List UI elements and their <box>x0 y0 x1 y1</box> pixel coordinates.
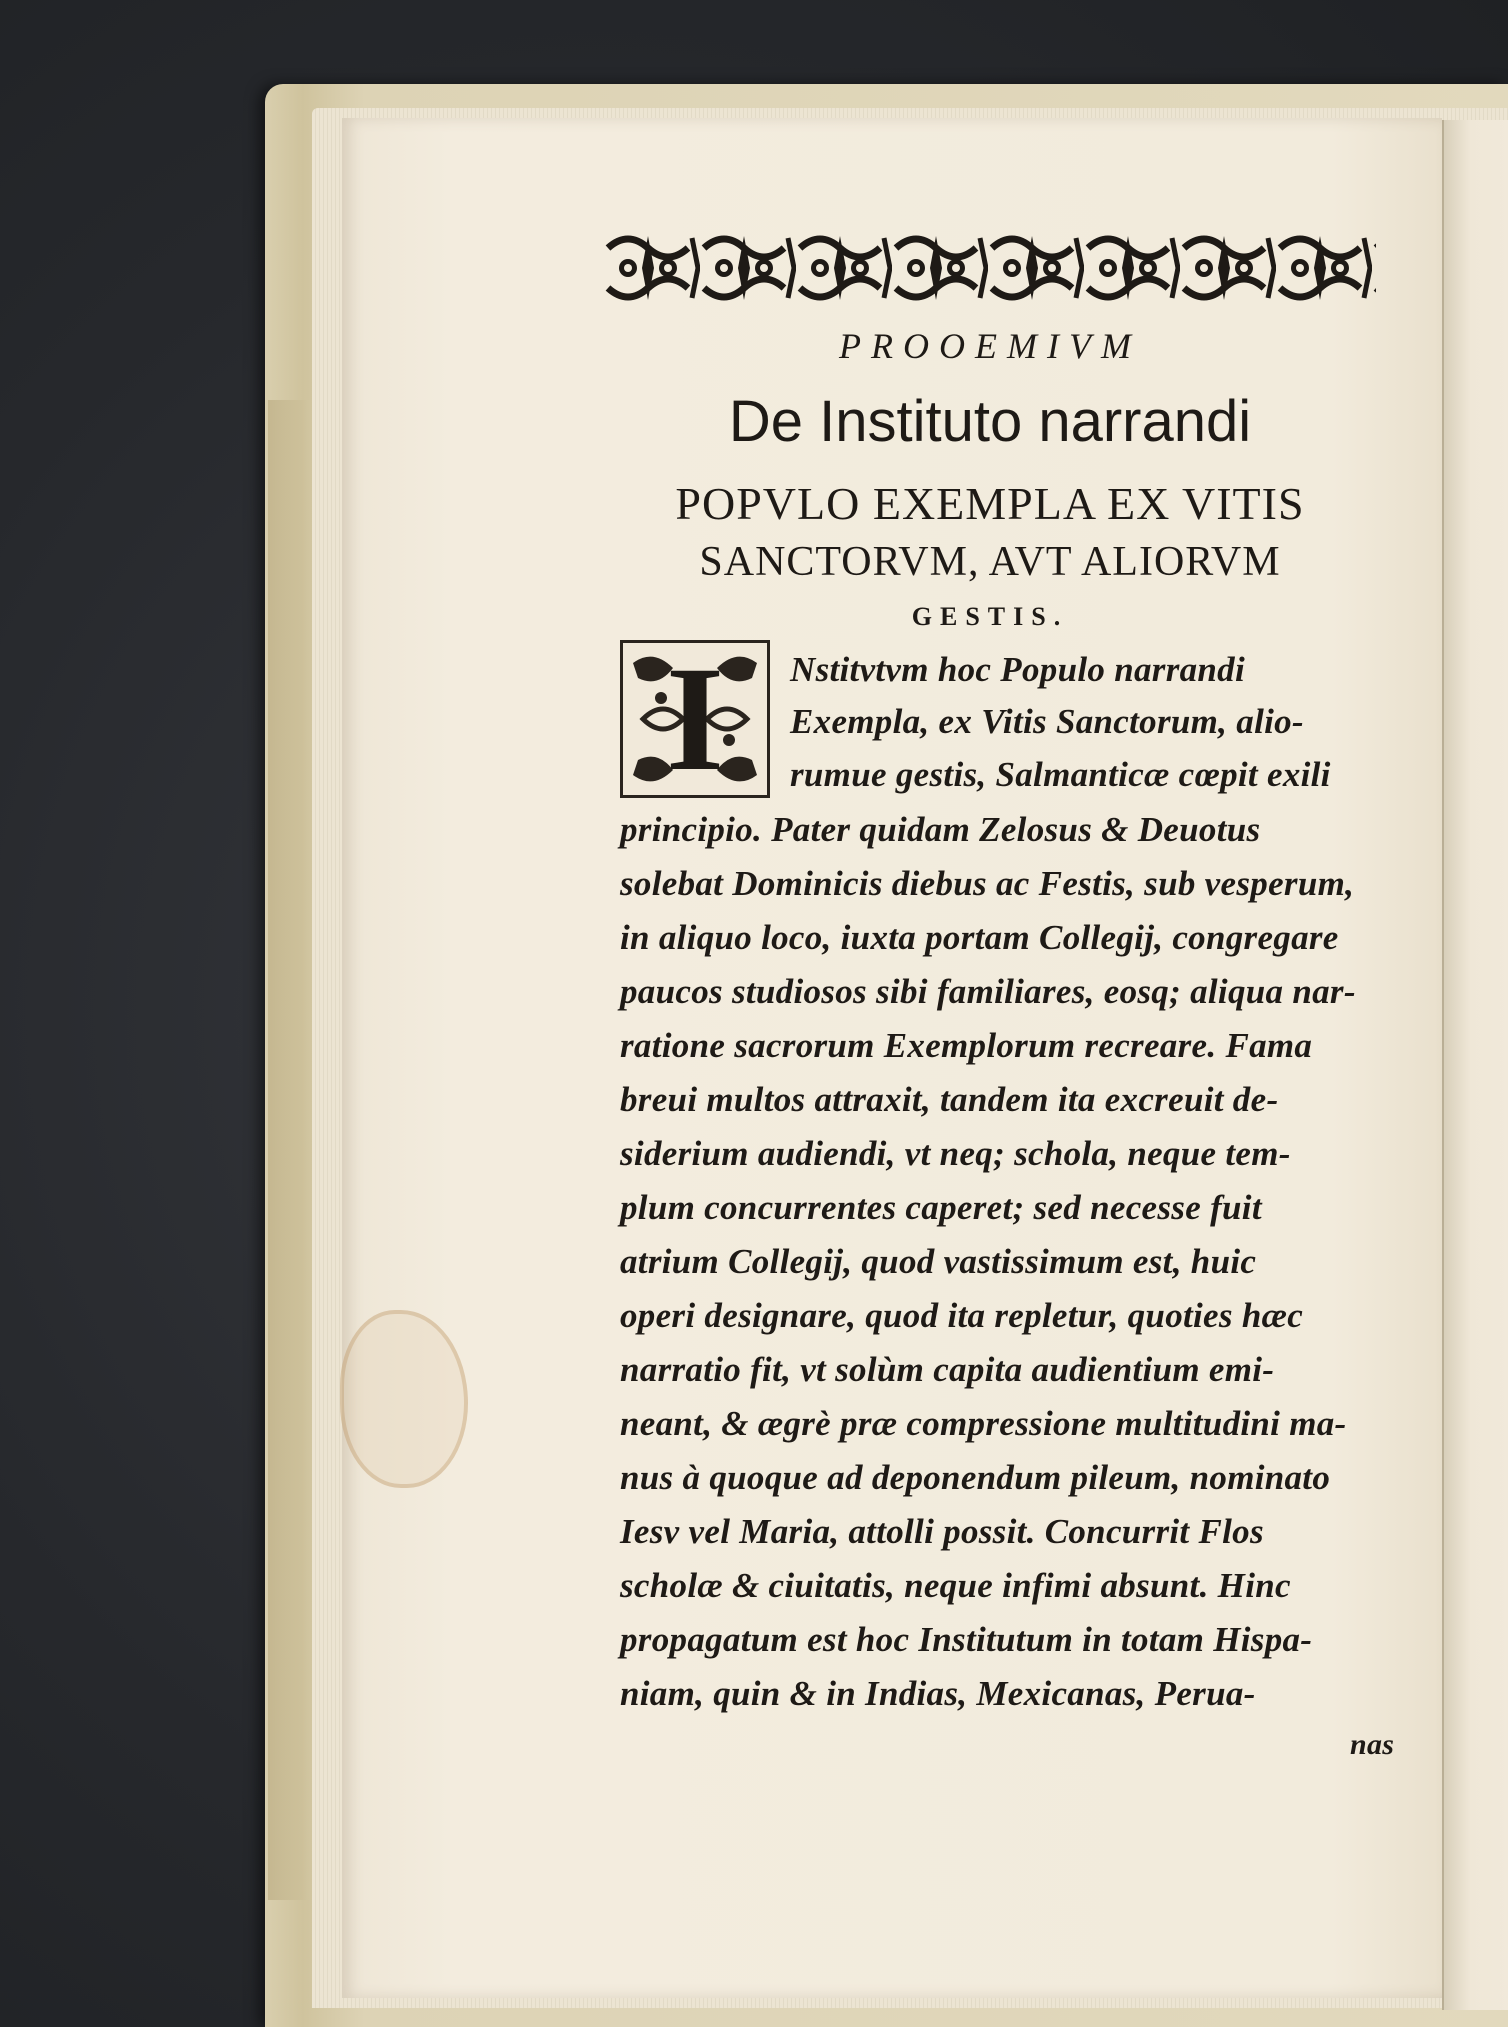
body-line-13: operi designare, quod ita repletur, quoties hæc <box>620 1296 1304 1335</box>
body-line-8: ratione sacrorum Exemplorum recreare. Fama <box>620 1026 1313 1065</box>
headpiece-ornament-icon <box>604 228 1376 308</box>
body-line-15: neant, & ægrè præ compressione multitudini ma- <box>620 1404 1347 1443</box>
body-line-7: paucos studiosos sibi familiares, eosq; aliqua nar- <box>620 972 1356 1011</box>
body-line-18: scholæ & ciuitatis, neque infimi absunt. Hinc <box>620 1566 1291 1605</box>
body-line-17: Iesv vel Maria, attolli possit. Concurrit Flos <box>620 1512 1264 1551</box>
body-line-14: narratio fit, vt solùm capita audientium emi- <box>620 1350 1275 1389</box>
ornamental-headpiece <box>604 228 1376 308</box>
subtitle-line-3: GESTIS. <box>911 602 1069 631</box>
subtitle-line-1: POPVLO EXEMPLA EX VITIS <box>675 478 1305 529</box>
body-line-10: siderium audiendi, vt neq; schola, neque tem- <box>620 1134 1291 1173</box>
body-line-4: principio. Pater quidam Zelosus & Deuotus <box>620 810 1261 849</box>
subtitle-line-2: SANCTORVM, AVT ALIORVM <box>699 539 1281 585</box>
body-line-2: Exempla, ex Vitis Sanctorum, alio- <box>790 702 1304 741</box>
body-line-19: propagatum est hoc Institutum in totam Hispa- <box>620 1620 1313 1659</box>
body-line-6: in aliquo loco, iuxta portam Collegij, congregare <box>620 918 1339 957</box>
spine-shading <box>268 400 308 1900</box>
body-line-1: Nstitvtvm hoc Populo narrandi <box>790 650 1246 689</box>
body-line-12: atrium Collegij, quod vastissimum est, huic <box>620 1242 1257 1281</box>
section-heading: PROOEMIVM <box>839 326 1141 366</box>
body-line-9: breui multos attraxit, tandem ita excreuit de- <box>620 1080 1279 1119</box>
facing-page-edge <box>1442 120 1508 2010</box>
body-line-3: rumue gestis, Salmanticæ cœpit exili <box>790 755 1331 794</box>
decorated-initial <box>620 636 770 802</box>
body-line-11: plum concurrentes caperet; sed necesse fuit <box>620 1188 1262 1227</box>
body-line-5: solebat Dominicis diebus ac Festis, sub vesperum, <box>620 864 1355 903</box>
initial-letter: I <box>665 636 725 802</box>
body-line-20: niam, quin & in Indias, Mexicanas, Perua- <box>620 1674 1256 1713</box>
body-line-16: nus à quoque ad deponendum pileum, nominato <box>620 1458 1331 1497</box>
page-title: De Instituto narrandi <box>728 389 1252 454</box>
catchword: nas <box>1350 1728 1395 1761</box>
